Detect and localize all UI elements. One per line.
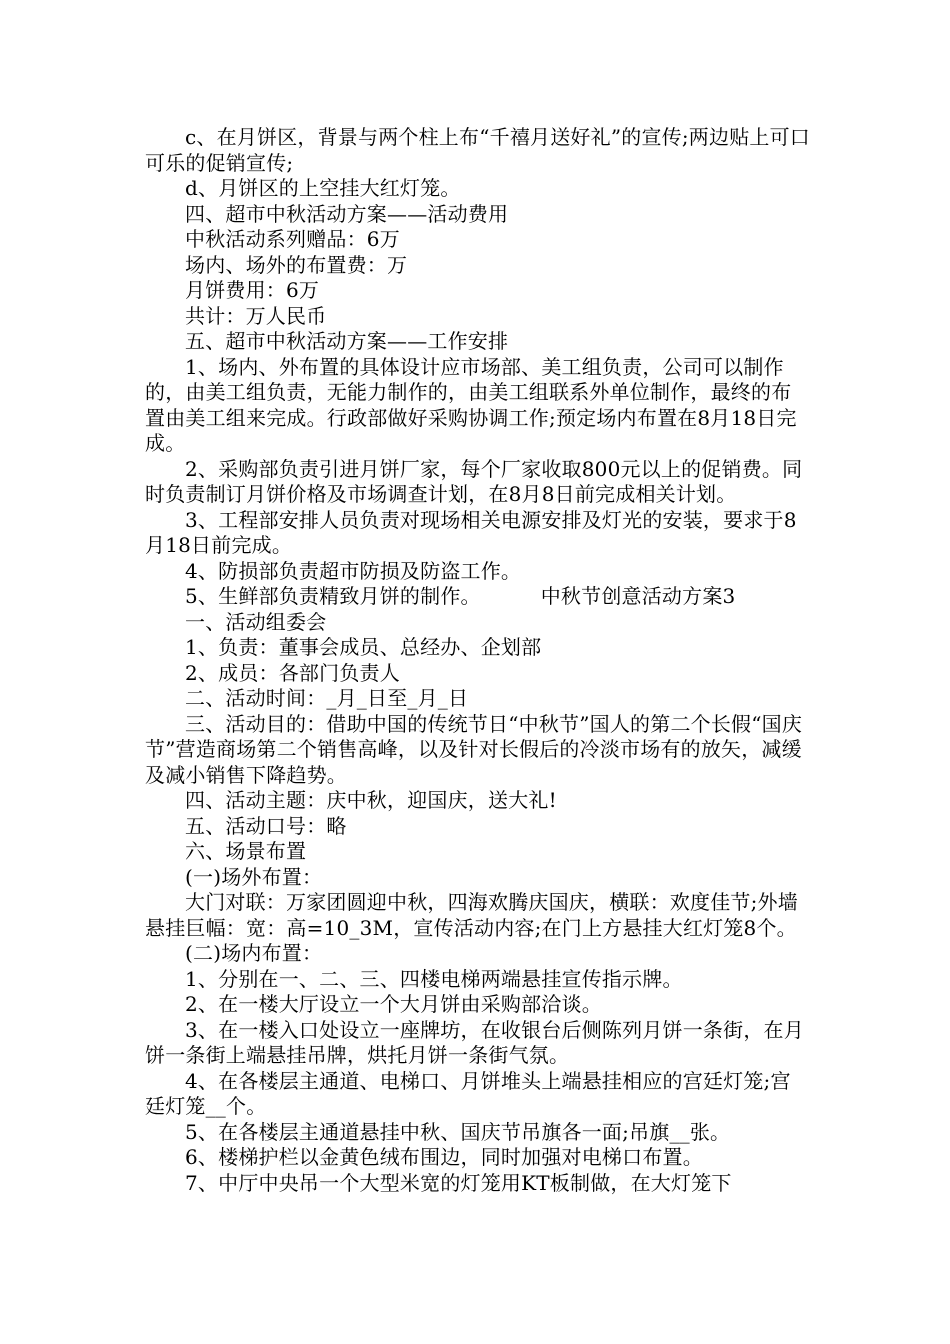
paragraph: 2、在一楼大厅设立一个大月饼由采购部洽谈。 (185, 992, 602, 1016)
paragraph: 6、楼梯护栏以金黄色绒布围边，同时加强对电梯口布置。 (185, 1145, 703, 1169)
paragraph: 月饼费用：6万 (185, 278, 320, 302)
document-body (145, 125, 810, 1196)
paragraph: 5、在各楼层主通道悬挂中秋、国庆节吊旗各一面;吊旗__张。 (185, 1119, 731, 1144)
section-heading: 四、超市中秋活动方案——活动费用 (185, 201, 509, 226)
paragraph: 1、负责：董事会成员、总经办、企划部 (185, 635, 542, 659)
section-heading: 三、活动目的：借助中国的传统节日“中秋节”国人的第二个长假“国庆节”营造商场第二个销售高峰，以及针对长假后的冷淡市场有的放矢，减缓及减小销售下降趋势。 (145, 711, 803, 787)
subsection-heading: (一)场外布置： (185, 864, 323, 889)
paragraph-left-text: 5、生鲜部负责精致月饼的制作。 (185, 584, 481, 608)
paragraph: d、月饼区的上空挂大红灯笼。 (185, 176, 461, 200)
section-heading: 二、活动时间：_月_日至_月_日 (185, 686, 469, 710)
paragraph: 1、场内、外布置的具体设计应市场部、美工组负责，公司可以制作的，由美工组负责，无能力制作的，由美工组联系外单位制作，最终的布置由美工组来完成。行政部做好采购协调工作;预定场内布置在8月18日完成。 (145, 354, 797, 455)
section-heading: 五、活动口号：略 (185, 813, 347, 838)
paragraph: 共计：万人民币 (185, 303, 327, 328)
section-heading: 一、活动组委会 (185, 609, 327, 634)
section-heading: 五、超市中秋活动方案——工作安排 (185, 329, 509, 353)
paragraph: 3、在一楼入口处设立一座牌坊，在收银台后侧陈列月饼一条街，在月饼一条街上端悬挂吊牌，烘托月饼一条街气氛。 (145, 1017, 804, 1067)
section-heading: 四、活动主题：庆中秋，迎国庆，送大礼! (185, 788, 557, 812)
paragraph: 2、成员：各部门负责人 (185, 660, 400, 685)
paragraph-split-line (145, 584, 810, 610)
paragraph: 中秋活动系列赠品：6万 (185, 227, 400, 251)
subsection-heading: (二)场内布置： (185, 941, 323, 965)
paragraph: c、在月饼区，背景与两个柱上布“千禧月送好礼”的宣传;两边贴上可口可乐的促销宣传; (145, 125, 810, 175)
document-title-inline: 中秋节创意活动方案3 (540, 584, 736, 608)
section-heading: 六、场景布置 (185, 839, 307, 863)
paragraph: 场内、场外的布置费：万 (185, 252, 408, 277)
paragraph: 3、工程部安排人员负责对现场相关电源安排及灯光的安装，要求于8月18日前完成。 (145, 507, 797, 557)
paragraph: 1、分别在一、二、三、四楼电梯两端悬挂宣传指示牌。 (185, 966, 683, 991)
paragraph: 4、防损部负责超市防损及防盗工作。 (185, 558, 522, 583)
paragraph: 2、采购部负责引进月饼厂家，每个厂家收取800元以上的促销费。同时负责制订月饼价格及市场调查计划，在8月8日前完成相关计划。 (145, 456, 803, 506)
paragraph: 4、在各楼层主通道、电梯口、月饼堆头上端悬挂相应的宫廷灯笼;宫廷灯笼__个。 (145, 1068, 791, 1118)
paragraph: 7、中厅中央吊一个大型米宽的灯笼用KT板制做，在大灯笼下 (185, 1170, 732, 1195)
paragraph: 大门对联：万家团圆迎中秋，四海欢腾庆国庆，横联：欢度佳节;外墙悬挂巨幅：宽：高=10_3M，宣传活动内容;在门上方悬挂大红灯笼8个。 (145, 890, 798, 940)
